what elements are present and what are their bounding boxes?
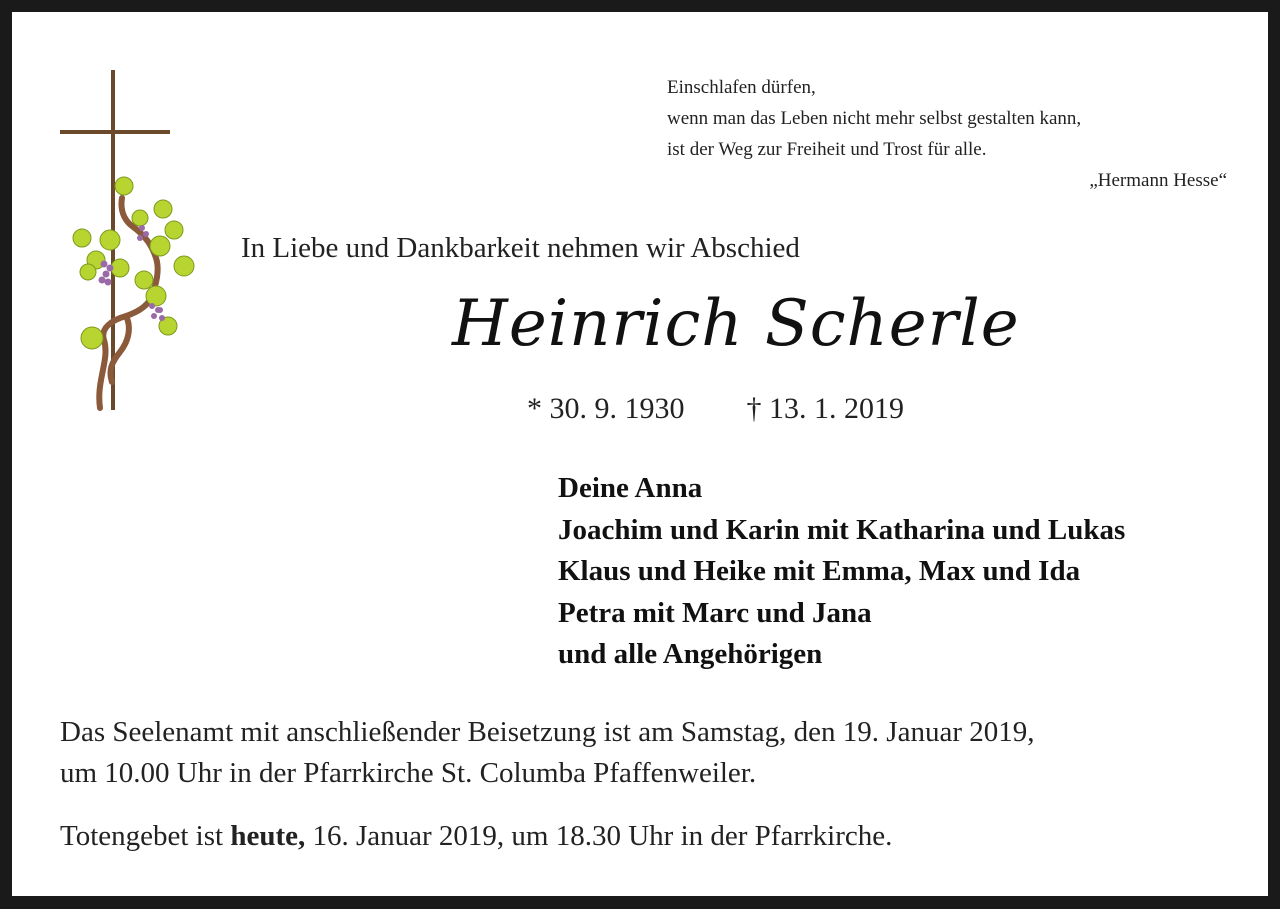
mourner-line: Joachim und Karin mit Katharina und Lukas bbox=[558, 513, 1126, 546]
cross-with-grapevine-icon bbox=[60, 70, 200, 426]
quote-line: ist der Weg zur Freiheit und Trost für alle. bbox=[667, 139, 987, 160]
obituary-card bbox=[12, 12, 1268, 896]
birth-date: * 30. 9. 1930 bbox=[527, 392, 685, 425]
service-line: Das Seelenamt mit anschließender Beisetzung ist am Samstag, den 19. Januar 2019, bbox=[60, 716, 1035, 748]
service-line: um 10.00 Uhr in der Pfarrkirche St. Columba Pfaffenweiler. bbox=[60, 757, 757, 789]
hesse-quote bbox=[667, 72, 1227, 196]
prayer-text-after: 16. Januar 2019, um 18.30 Uhr in der Pfarrkirche. bbox=[305, 820, 893, 852]
funeral-service-info bbox=[60, 712, 1240, 794]
deceased-name: Heinrich Scherle bbox=[452, 287, 1020, 361]
prayer-text-bold: heute, bbox=[230, 820, 306, 852]
mourner-line: Klaus und Heike mit Emma, Max und Ida bbox=[558, 555, 1081, 587]
mourner-line: Deine Anna bbox=[558, 472, 703, 504]
mourners-list bbox=[558, 468, 1125, 676]
mourner-line: Petra mit Marc und Jana bbox=[558, 596, 872, 629]
life-dates bbox=[527, 392, 904, 426]
death-date: † 13. 1. 2019 bbox=[746, 392, 904, 425]
prayer-text-before: Totengebet ist bbox=[60, 820, 231, 852]
mourner-line: und alle Angehörigen bbox=[558, 638, 823, 670]
farewell-intro: In Liebe und Dankbarkeit nehmen wir Abschied bbox=[241, 232, 800, 264]
prayer-info bbox=[60, 820, 892, 853]
quote-line: Einschlafen dürfen, bbox=[667, 77, 816, 98]
quote-line: wenn man das Leben nicht mehr selbst gestalten kann, bbox=[667, 108, 1082, 129]
quote-author: „Hermann Hesse“ bbox=[1089, 170, 1227, 191]
